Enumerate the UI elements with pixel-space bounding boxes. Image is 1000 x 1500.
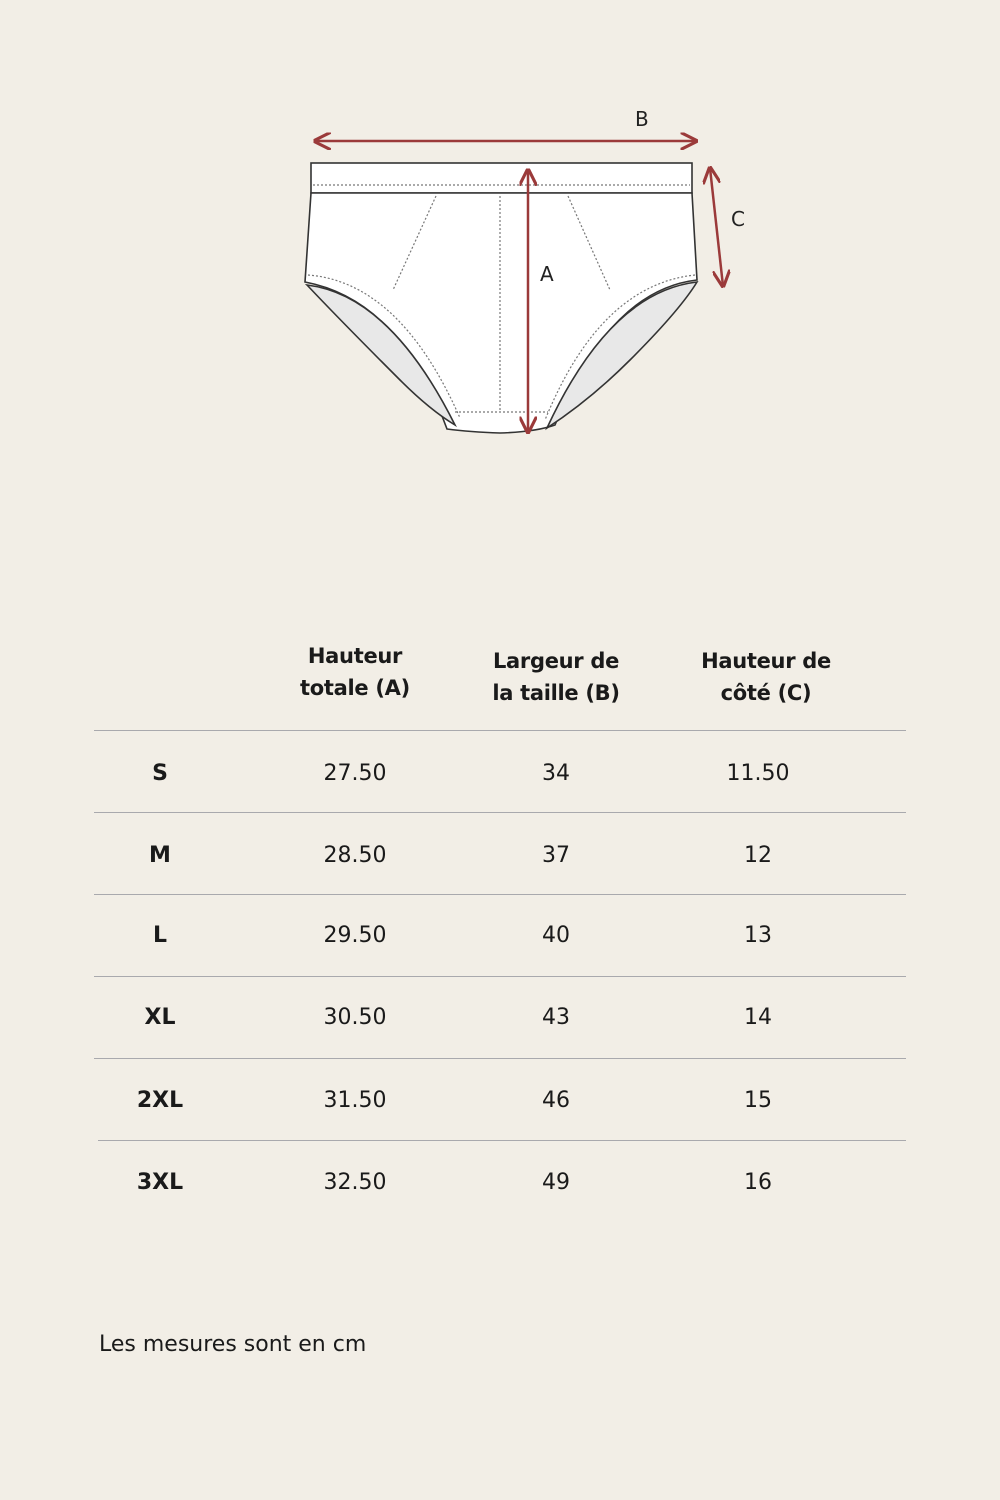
size-cell: 2XL (136, 1088, 184, 1113)
side-height-cell: 13 (744, 923, 772, 948)
waist-width-cell: 43 (542, 1005, 570, 1030)
header-total-height: Hauteur totale (A) (300, 644, 410, 700)
size-cell: M (149, 843, 171, 868)
side-height-cell: 11.50 (726, 761, 790, 786)
waist-width-cell: 40 (542, 923, 570, 948)
label-c: C (731, 207, 745, 231)
total-height-cell: 32.50 (323, 1170, 387, 1195)
label-a: A (540, 262, 554, 286)
row-divider (94, 812, 906, 813)
total-height-cell: 30.50 (323, 1005, 387, 1030)
row-divider (94, 730, 906, 731)
total-height-cell: 27.50 (323, 761, 387, 786)
brief-illustration (305, 163, 697, 433)
arrow-c (710, 168, 723, 286)
side-height-cell: 14 (744, 1005, 772, 1030)
side-height-cell: 16 (744, 1170, 772, 1195)
waist-width-cell: 49 (542, 1170, 570, 1195)
row-divider (98, 1140, 906, 1141)
waist-width-cell: 34 (542, 761, 570, 786)
total-height-cell: 29.50 (323, 923, 387, 948)
side-height-cell: 12 (744, 843, 772, 868)
side-height-cell: 15 (744, 1088, 772, 1113)
label-b: B (635, 107, 649, 131)
units-note: Les mesures sont en cm (99, 1332, 367, 1357)
waist-width-cell: 46 (542, 1088, 570, 1113)
header-waist-width: Largeur de la taille (B) (492, 649, 620, 705)
garment-diagram (0, 0, 1000, 470)
row-divider (94, 894, 906, 895)
waist-width-cell: 37 (542, 843, 570, 868)
size-cell: XL (144, 1005, 176, 1030)
row-divider (94, 1058, 906, 1059)
header-side-height: Hauteur de côté (C) (701, 649, 831, 705)
total-height-cell: 28.50 (323, 843, 387, 868)
row-divider (94, 976, 906, 977)
size-cell: L (152, 923, 168, 948)
size-cell: S (152, 761, 168, 786)
total-height-cell: 31.50 (323, 1088, 387, 1113)
size-cell: 3XL (136, 1170, 184, 1195)
